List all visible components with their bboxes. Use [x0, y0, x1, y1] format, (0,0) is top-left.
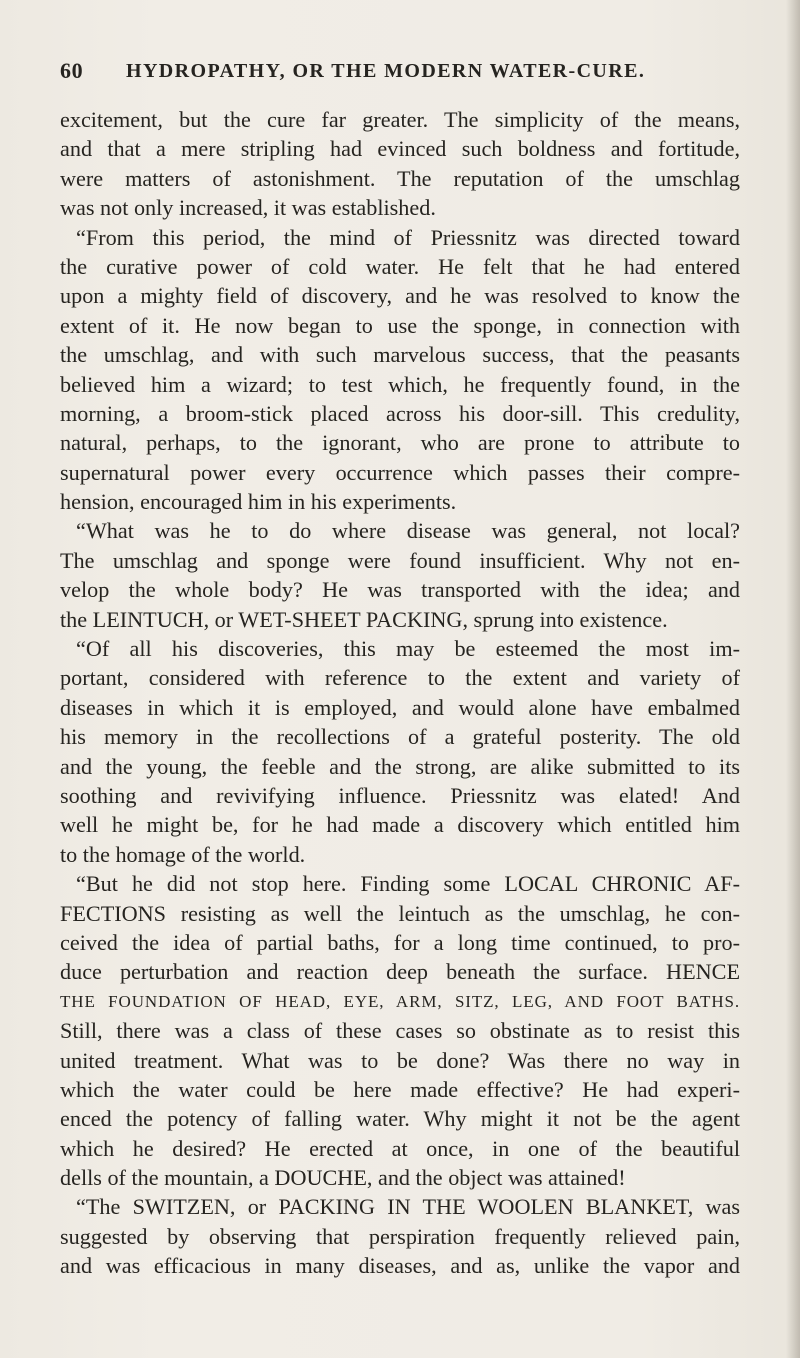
- text-line: upon a mighty field of discovery, and he was resolved to know the: [60, 283, 740, 309]
- text-line: The umschlag and sponge were found insufficient. Why not en-: [60, 547, 740, 573]
- running-head: [60, 58, 740, 88]
- text-line: well he might be, for he had made a discovery which entitled him: [60, 812, 740, 838]
- text-line: excitement, but the cure far greater. The simplicity of the means,: [60, 107, 740, 132]
- text-line: dells of the mountain, a DOUCHE, and the object was attained!: [60, 1165, 626, 1191]
- page-edge-shadow: [786, 0, 800, 1358]
- text-line: the umschlag, and with such marvelous success, that the peasants: [60, 342, 740, 368]
- text-line: and the young, the feeble and the strong, are alike submitted to its: [60, 753, 740, 779]
- text-line: and that a mere stripling had evinced such boldness and fortitude,: [60, 136, 740, 162]
- text-line: FECTIONS resisting as well the leintuch as the umschlag, he con-: [60, 900, 740, 926]
- text-line: supernatural power every occurrence which passes their compre-: [60, 459, 740, 485]
- text-line: the LEINTUCH, or WET-SHEET PACKING, sprung into existence.: [60, 606, 668, 632]
- text-line: suggested by observing that perspiration frequently relieved pain,: [60, 1223, 740, 1249]
- text-line: morning, a broom-stick placed across his door-sill. This credulity,: [60, 400, 740, 426]
- text-line: to the homage of the world.: [60, 841, 306, 867]
- text-line: united treatment. What was to be done? Was there no way in: [60, 1047, 740, 1073]
- text-line: portant, considered with reference to the extent and variety of: [60, 665, 740, 691]
- text-line: were matters of astonishment. The reputation of the umschlag: [60, 165, 740, 191]
- text-line: velop the whole body? He was transported with the idea; and: [60, 577, 740, 603]
- text-line: his memory in the recollections of a grateful posterity. The old: [60, 724, 740, 750]
- text-line: natural, perhaps, to the ignorant, who are prone to attribute to: [60, 430, 740, 456]
- text-line: “Of all his discoveries, this may be esteemed the most im-: [76, 636, 740, 662]
- text-line: enced the potency of falling water. Why might it not be the agent: [60, 1106, 740, 1132]
- text-line: hension, encouraged him in his experiments.: [60, 489, 457, 515]
- text-line: “But he did not stop here. Finding some LOCAL CHRONIC AF-: [76, 871, 740, 897]
- text-line: the curative power of cold water. He felt that he had entered: [60, 253, 740, 279]
- text-line: diseases in which it is employed, and would alone have embalmed: [60, 694, 740, 720]
- text-line: which he desired? He erected at once, in one of the beautiful: [60, 1135, 740, 1161]
- text-line: was not only increased, it was established.: [60, 195, 436, 221]
- text-line: and was efficacious in many diseases, and as, unlike the vapor and: [60, 1253, 740, 1279]
- text-line: “The SWITZEN, or PACKING IN THE WOOLEN BLANKET, was: [76, 1194, 740, 1220]
- text-line: believed him a wizard; to test which, he frequently found, in the: [60, 371, 740, 397]
- text-line: duce perturbation and reaction deep beneath the surface. HENCE: [60, 959, 740, 985]
- text-line: THE FOUNDATION OF HEAD, EYE, ARM, SITZ, LEG, AND FOOT BATHS.: [60, 991, 740, 1011]
- text-line: Still, there was a class of these cases so obstinate as to resist this: [60, 1018, 740, 1044]
- text-line: extent of it. He now began to use the sponge, in connection with: [60, 312, 740, 338]
- running-title: HYDROPATHY, OR THE MODERN WATER-CURE.: [126, 60, 646, 82]
- body-text: [60, 105, 740, 1281]
- text-line: ceived the idea of partial baths, for a long time continued, to pro-: [60, 929, 740, 955]
- text-line: soothing and revivifying influence. Priessnitz was elated! And: [60, 782, 740, 808]
- text-line: “What was he to do where disease was general, not local?: [76, 518, 740, 544]
- text-line: which the water could be here made effective? He had experi-: [60, 1076, 740, 1102]
- text-line: “From this period, the mind of Priessnitz was directed toward: [76, 224, 740, 250]
- page-number: 60: [60, 58, 84, 83]
